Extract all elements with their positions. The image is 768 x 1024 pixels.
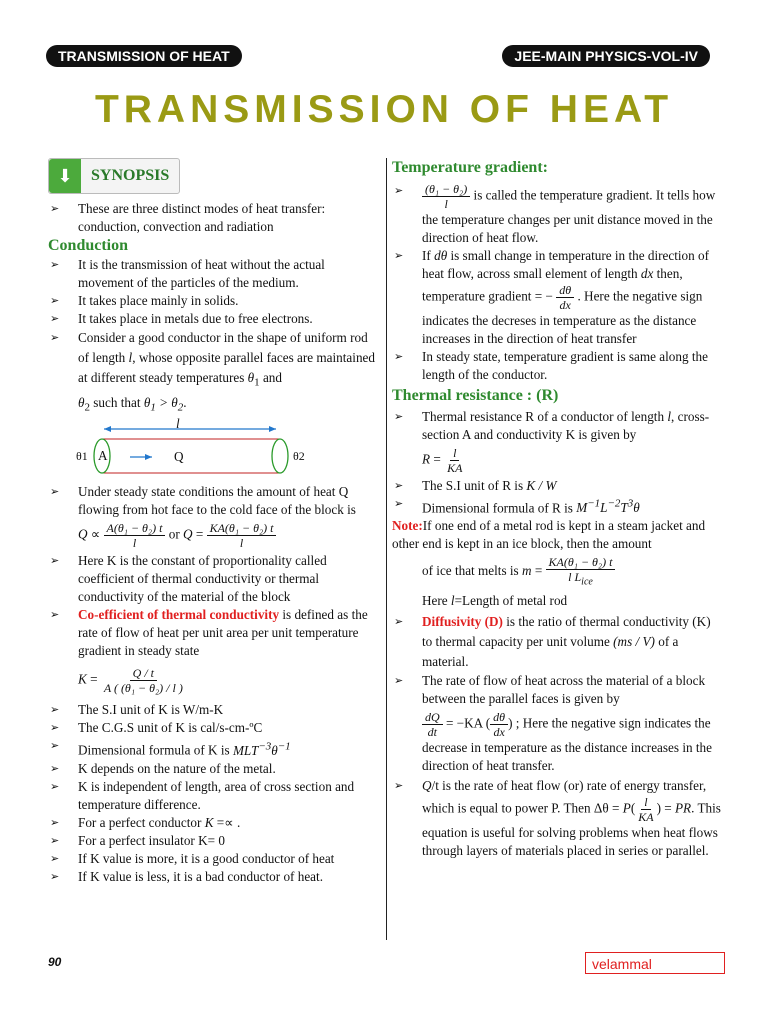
tr-bullet-1-text: Thermal resistance R of a conductor of length bbox=[422, 409, 665, 424]
volume-tag: JEE-MAIN PHYSICS-VOL-IV bbox=[502, 45, 710, 67]
tg-bullet-3: ➢ In steady state, temperature gradient is same along the length of the conductor. bbox=[392, 348, 722, 384]
bullet-4-text-a: Consider a good conductor in the shape of uniform rod of length bbox=[78, 330, 368, 365]
k-equation: K = $\frac{Q / t}{\text{A ( (θ₁ − θ₂) / l )}}$ bbox=[78, 666, 183, 696]
page-title: TRANSMISSION OF HEAT bbox=[94, 88, 674, 131]
tg-bullet-2-tail: . Here the negative sign indicates the decreses in temperature as the distance increases in the direction of heat transfer bbox=[422, 288, 703, 346]
page-number: 90 bbox=[48, 955, 62, 969]
bullet-7 bbox=[48, 606, 378, 660]
diffusivity-text: is the ratio of thermal conductivity (K) to thermal capacity per unit volume bbox=[422, 613, 711, 649]
diffusivity-term: Diffusivity (D) bbox=[422, 613, 503, 629]
bullet-7-text: is defined as the rate of flow of heat per unit area per unit temperature gradient in steady state bbox=[78, 607, 368, 659]
bullet-4-text-b: , whose opposite parallel faces are maintained at different steady temperatures bbox=[78, 350, 375, 385]
down-arrow-icon: ⬇ bbox=[49, 159, 81, 193]
tr-bullet-3-text: Dimensional formula of R is bbox=[422, 500, 573, 516]
rate-equation: $\frac{dQ}{dt}$ = −KA ( $\frac{d\theta}{dx}$ ) ; Here the negative sign indicates the decrease in temperature as the distance increases in the direction of heat transfer. bbox=[422, 709, 712, 773]
bullet-5: ➢ Under steady state conditions the amount of heat Q flowing from hot face to the cold face of the block is bbox=[48, 483, 378, 519]
tr-bullet-2-text: The S.I unit of R is bbox=[422, 478, 524, 493]
tg-bullet-1: ➢ $\frac{\text{(θ₁ − θ₂)}}{l}$ is called the temperature gradient. It tells how the temperature changes per unit distance moved in the direction of heat flow. bbox=[392, 182, 722, 247]
bullet-6: ➢ Here K is the constant of proportionality called coefficient of thermal conductivity or thermal conductivity of the material of the block bbox=[48, 552, 378, 606]
tg-bullet-2: ➢ If dθ is small change in temperature in the direction of heat flow, across small element of length dx then, temperature gradient = − $\frac{d\theta}{dx}$ . Here the negative sign indicates the decreses in temperature as the distance increases in the direction of heat transfer bbox=[392, 247, 722, 348]
resistance-equation: R = $\frac{l}{KA}$ bbox=[422, 446, 463, 475]
bullet-1: ➢ It is the transmission of heat without the actual movement of the particles of the medium. bbox=[48, 256, 378, 292]
bullet-4: ➢ Consider a good conductor in the shape of uniform rod of length l, whose opposite parallel faces are maintained at different steady temperatures $\theta_1$ and $\theta_2$ such that $\theta_1 > \theta_2$. bbox=[48, 328, 378, 417]
synopsis-label: SYNOPSIS bbox=[91, 167, 170, 184]
length-label: l bbox=[176, 416, 180, 432]
conductivity-term: Co-efficient of thermal conductivity bbox=[78, 607, 280, 623]
bullet-10-text: Dimensional formula of K is bbox=[78, 742, 230, 758]
bullet-9: ➢ The C.G.S unit of K is cal/s-cm-ºC bbox=[48, 719, 378, 737]
here-text: =Length of metal rod bbox=[454, 592, 568, 608]
theta1-label: θ1 bbox=[76, 449, 88, 464]
column-divider bbox=[386, 158, 387, 940]
note-text: If one end of a metal rod is kept in a steam jacket and other end is kept in an ice block, then the amount bbox=[392, 518, 706, 552]
bullet-10: ➢ Dimensional formula of K is $MLT^{-3}\theta^{-1}$ bbox=[48, 737, 378, 759]
theta2-label: θ2 bbox=[293, 449, 305, 464]
heat-flow-equation: Q ∝ $\frac{\text{A(θ₁ − θ₂) t}}{l}$ or Q = $\frac{\text{KA(θ₁ − θ₂) t}}{l}$ bbox=[48, 521, 378, 550]
tr-bullet-1: ➢ Thermal resistance R of a conductor of length l, cross-section A and conductivity K is given by bbox=[392, 408, 722, 444]
synopsis-banner bbox=[48, 158, 180, 194]
ice-melt-text: of ice that melts is bbox=[422, 563, 519, 579]
ice-melt-equation: of ice that melts is m = $\frac{\text{KA(θ₁ − θ₂) t}}{l L_{ice}}$ bbox=[392, 555, 722, 589]
bullet-4-text-d: such that bbox=[93, 394, 141, 410]
heat-label: Q bbox=[174, 449, 184, 465]
intro-bullet: ➢ These are three distinct modes of heat transfer: conduction, convection and radiation bbox=[48, 200, 378, 236]
bullet-14: ➢ For a perfect insulator K= 0 bbox=[48, 832, 378, 850]
bullet-16: ➢ If K value is less, it is a bad conductor of heat. bbox=[48, 868, 378, 886]
bullet-13-text: For a perfect conductor bbox=[78, 814, 202, 830]
area-label: A bbox=[98, 448, 108, 464]
tg-bullet-2-text: is small change in temperature in the direction of heat flow, across small element of length bbox=[422, 248, 710, 281]
bullet-3: ➢ It takes place in metals due to free electrons. bbox=[48, 310, 378, 328]
tg-bullet-1-text: is called the temperature gradient. It tells how the temperature changes per unit distance moved in the direction of heat flow. bbox=[422, 187, 716, 245]
left-column bbox=[48, 158, 378, 886]
temperature-gradient-heading: Temperature gradient: bbox=[392, 159, 548, 176]
diffusivity-tail: of a material. bbox=[422, 633, 679, 669]
tr-bullet-2: ➢ The S.I unit of R is K / W bbox=[392, 477, 722, 495]
bullet-15: ➢ If K value is more, it is a good conductor of heat bbox=[48, 850, 378, 868]
power-bullet-tail: . This equation is useful for solving problems when heat flows through layers of materials placed in series or parallel. bbox=[422, 800, 721, 858]
bullet-11: ➢ K depends on the nature of the metal. bbox=[48, 760, 378, 778]
here-line: Here l=Length of metal rod bbox=[422, 592, 568, 608]
tg-if: If bbox=[422, 248, 431, 263]
tg-then: then, bbox=[656, 266, 683, 281]
here-word: Here bbox=[422, 592, 448, 608]
right-column bbox=[392, 158, 722, 860]
bullet-13: ➢ For a perfect conductor K =∝ . bbox=[48, 814, 378, 832]
thermal-resistance-heading: Thermal resistance : (R) bbox=[392, 387, 559, 404]
or-word: or bbox=[168, 526, 180, 542]
tr-bullet-3: ➢ Dimensional formula of R is $M^{-1}L^{-2}T^3\theta$ bbox=[392, 495, 722, 517]
power-bullet: ➢ Q/t is the rate of heat flow (or) rate of energy transfer, which is equal to power P. Then Δθ = P( $\frac{l}{KA}$ ) = PR. This equation is useful for solving problems when heat flows through layers of materials placed in series or parallel. bbox=[392, 777, 722, 860]
rod-diagram bbox=[48, 416, 378, 477]
tg-formula-label: temperature gradient = bbox=[422, 288, 543, 304]
rate-equation-text: ; Here the negative sign indicates the decrease in temperature as the distance increases in the direction of heat transfer. bbox=[422, 715, 712, 773]
brand-box: velammal bbox=[585, 952, 725, 974]
rate-bullet: ➢ The rate of flow of heat across the material of a block between the parallel faces is given by bbox=[392, 672, 722, 708]
tr-bullet-1-tail: , cross-section A and conductivity K is given by bbox=[422, 409, 710, 442]
note-paragraph bbox=[392, 517, 722, 553]
diffusivity-bullet: ➢ Diffusivity (D) is the ratio of thermal conductivity (K) to thermal capacity per unit volume (ms / V) of a material. bbox=[392, 612, 722, 672]
chapter-tag: TRANSMISSION OF HEAT bbox=[46, 45, 242, 67]
bullet-12: ➢ K is independent of length, area of cross section and temperature difference. bbox=[48, 778, 378, 814]
bullet-8: ➢ The S.I unit of K is W/m-K bbox=[48, 701, 378, 719]
bullet-4-text-c: and bbox=[262, 370, 282, 385]
note-label: Note: bbox=[392, 518, 423, 534]
bullet-2: ➢ It takes place mainly in solids. bbox=[48, 292, 378, 310]
conduction-heading: Conduction bbox=[48, 237, 129, 254]
power-bullet-text: /t is the rate of heat flow (or) rate of energy transfer, which is equal to power P. Then bbox=[422, 777, 707, 816]
